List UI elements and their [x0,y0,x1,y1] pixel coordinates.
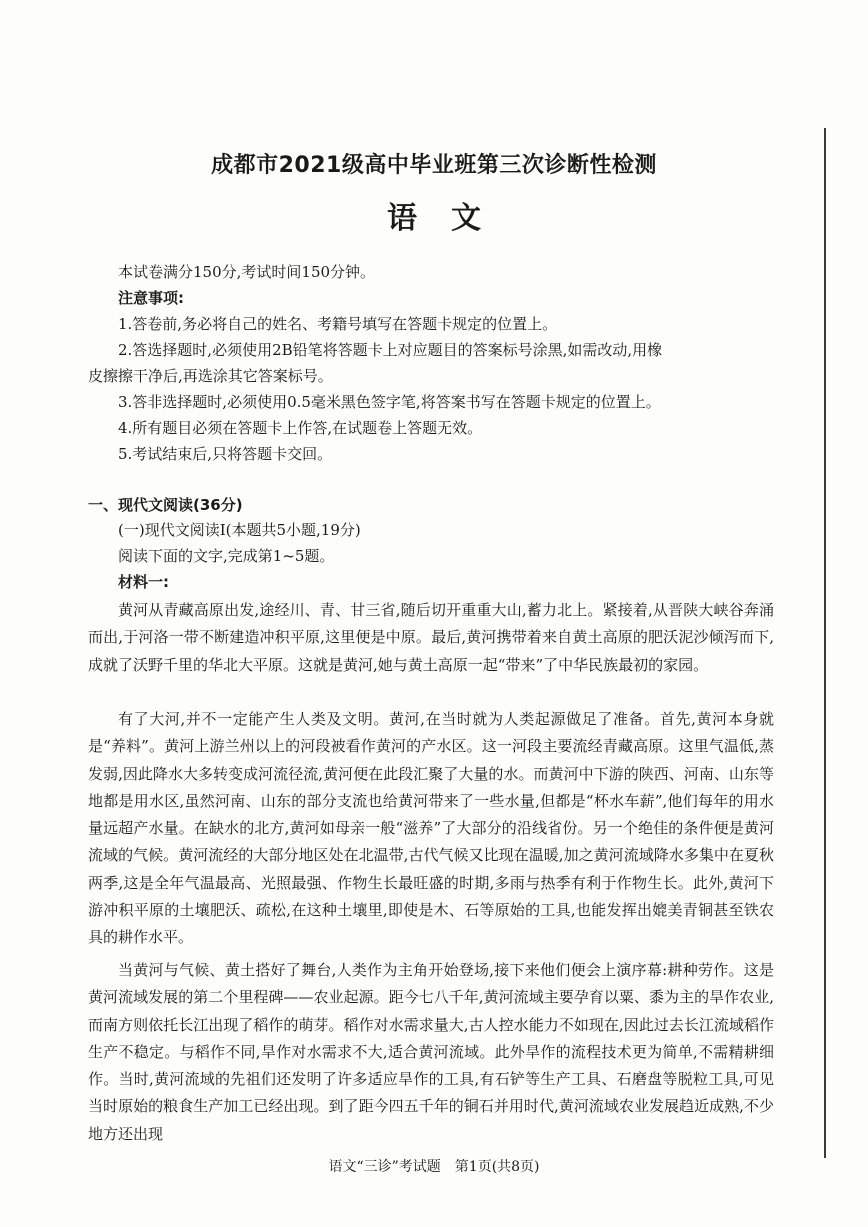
page-footer: 语文“三诊”考试题 第1页(共8页) [328,1159,540,1175]
notice-item: 4.所有题目必须在答题卡上作答,在试题卷上答题无效。 [118,419,483,437]
notice-item: 3.答非选择题时,必须使用0.5毫米黑色签字笔,将答案书写在答题卡规定的位置上。 [118,393,661,411]
material-label: 材料一: [118,573,169,591]
notice-item: 1.答卷前,务必将自己的姓名、考籍号填写在答题卡规定的位置上。 [118,315,558,333]
exam-title: 成都市2021级高中毕业班第三次诊断性检测 [211,153,657,178]
scan-edge-line [824,128,826,1158]
notice-item: 2.答选择题时,必须使用2B铅笔将答题卡上对应题目的答案标号涂黑,如需改动,用橡 [118,341,663,359]
subsection-title: (一)现代文阅读Ⅰ(本题共5小题,19分) [118,521,361,539]
notice-item: 皮擦擦干净后,再选涂其它答案标号。 [88,367,333,385]
section-title: 一、现代文阅读(36分) [88,496,243,514]
passage-paragraph: 有了大河,并不一定能产生人类及文明。黄河,在当时就为人类起源做足了准备。首先,黄河本身就是“养料”。黄河上游兰州以上的河段被看作黄河的产水区。这一河段主要流经青藏高原。这里气温低,蒸发弱,因此降水大多转变成河流径流,黄河便在此段汇聚了大量的水。而黄河中下游的陕西、河南、山东等地都是用水区,虽然河南、山东的部分支流也给黄河带来了一些水量,但都是“杯水车薪”,他们每年的用水量远超产水量。在缺水的北方,黄河如母亲一般“滋养”了大部分的沿线省份。另一个绝佳的条件便是黄河流域的气候。黄河流经的大部分地区处在北温带,古代气候又比现在温暖,加之黄河流域降水多集中在夏秋两季,这是全年气温最高、光照最强、作物生长最旺盛的时期,多雨与热季有利于作物生长。此外,黄河下游冲积平原的土壤肥沃、疏松,在这种土壤里,即使是木、石等原始的工具,也能发挥出媲美青铜甚至铁农具的耕作水平。 [88,710,774,947]
passage-paragraph: 黄河从青藏高原出发,途经川、青、甘三省,随后切开重重大山,蓄力北上。紧接着,从晋陕大峡谷奔涌而出,于河洛一带不断建造冲积平原,这里便是中原。最后,黄河携带着来自黄土高原的肥沃泥沙倾泻而下,成就了沃野千里的华北大平原。这就是黄河,她与黄土高原一起“带来”了中华民族最初的家园。 [88,601,774,674]
passage-paragraph: 当黄河与气候、黄土搭好了舞台,人类作为主角开始登场,接下来他们便会上演序幕:耕种劳作。这是黄河流域发展的第二个里程碑——农业起源。距今七八千年,黄河流域主要孕育以粟、黍为主的旱作农业,而南方则依托长江出现了稻作的萌芽。稻作对水需求量大,古人控水能力不如现在,因此过去长江流域稻作生产不稳定。与稻作不同,旱作对水需求不大,适合黄河流域。此外旱作的流程技术更为简单,不需精耕细作。当时,黄河流域的先祖们还发明了许多适应旱作的工具,有石铲等生产工具、石磨盘等脱粒工具,可见当时原始的粮食生产加工已经出现。到了距今四五千年的铜石并用时代,黄河流域农业发展趋近成熟,不少地方还出现 [88,961,774,1143]
subject-title: 语文 [387,201,515,236]
exam-intro: 本试卷满分150分,考试时间150分钟。 [118,263,376,281]
reading-instruction: 阅读下面的文字,完成第1~5题。 [118,547,335,565]
notice-item: 5.考试结束后,只将答题卡交回。 [118,445,333,463]
notice-title: 注意事项: [118,289,184,307]
